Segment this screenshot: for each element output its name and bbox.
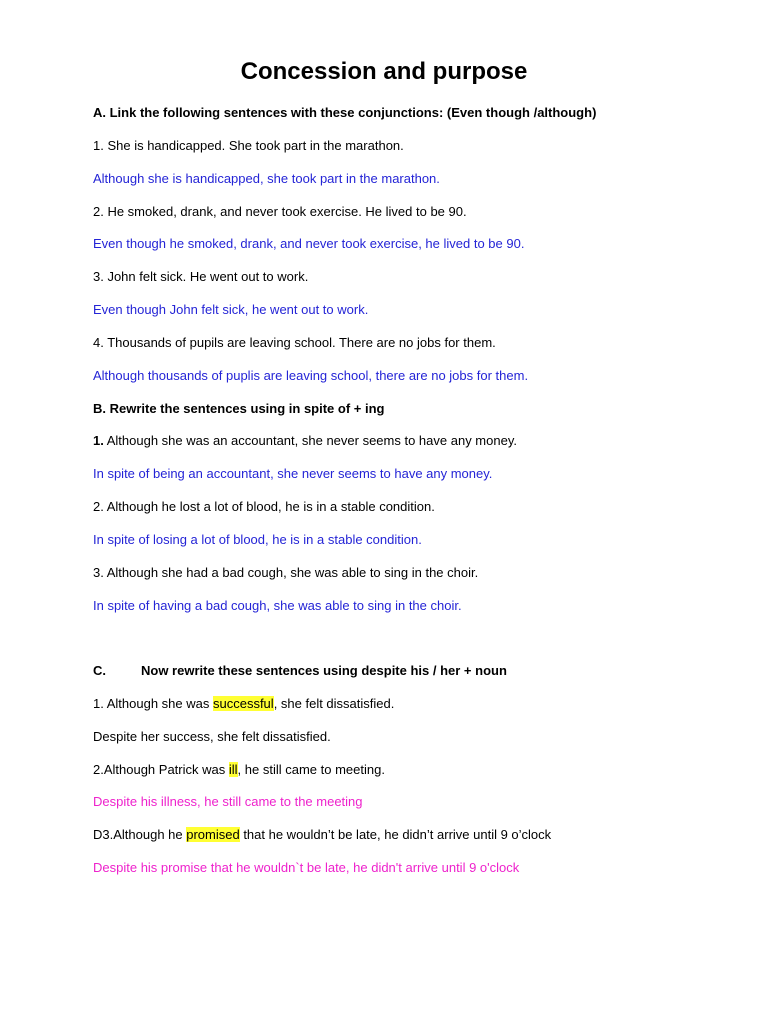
section-b-question-3: 3. Although she had a bad cough, she was able to sing in the choir. xyxy=(93,565,479,580)
question-text-after: , she felt dissatisfied. xyxy=(273,696,395,711)
question-text-before: 2.Although Patrick was xyxy=(93,762,229,777)
question-text-before: D3.Although he xyxy=(93,827,187,842)
section-a-answer-2: Even though he smoked, drank, and never took exercise, he lived to be 90. xyxy=(93,236,525,251)
question-text: Although she was an accountant, she never seems to have any money. xyxy=(103,433,517,448)
question-text-after: , he still came to meeting. xyxy=(237,762,385,777)
section-c-question-3 xyxy=(93,826,551,844)
highlighted-word: successful xyxy=(212,696,274,711)
section-a-answer-3: Even though John felt sick, he went out to work. xyxy=(93,302,369,317)
section-a-question-1: 1. She is handicapped. She took part in the marathon. xyxy=(93,138,404,153)
section-a-question-4: 4. Thousands of pupils are leaving school. There are no jobs for them. xyxy=(93,335,496,350)
section-c-answer-3: Despite his promise that he wouldn`t be late, he didn't arrive until 9 o'clock xyxy=(93,860,520,875)
section-c-label: C. xyxy=(93,663,106,678)
question-text-before: 1. Although she was xyxy=(93,696,213,711)
question-number: 1. xyxy=(93,433,104,448)
section-b-answer-2: In spite of losing a lot of blood, he is in a stable condition. xyxy=(93,532,422,547)
highlighted-word: ill xyxy=(228,762,238,777)
document-title: Concession and purpose xyxy=(240,58,528,85)
section-c-heading xyxy=(93,662,507,680)
section-b-heading: B. Rewrite the sentences using in spite of + ing xyxy=(93,401,385,416)
section-b-question-1 xyxy=(93,432,517,450)
section-c-heading-text: Now rewrite these sentences using despite his / her + noun xyxy=(141,663,507,678)
section-c-question-2 xyxy=(93,761,385,779)
section-a-question-3: 3. John felt sick. He went out to work. xyxy=(93,269,309,284)
section-c-question-1 xyxy=(93,695,394,713)
section-b-answer-1: In spite of being an accountant, she never seems to have any money. xyxy=(93,466,493,481)
section-a-heading: A. Link the following sentences with these conjunctions: (Even though /although) xyxy=(93,105,597,120)
section-a-answer-4: Although thousands of puplis are leaving school, there are no jobs for them. xyxy=(93,368,529,383)
section-c-answer-1: Despite her success, she felt dissatisfied. xyxy=(93,729,331,744)
section-b-question-2: 2. Although he lost a lot of blood, he is in a stable condition. xyxy=(93,499,435,514)
section-a-answer-1: Although she is handicapped, she took part in the marathon. xyxy=(93,171,440,186)
section-a-question-2: 2. He smoked, drank, and never took exercise. He lived to be 90. xyxy=(93,204,467,219)
section-c-answer-2: Despite his illness, he still came to the meeting xyxy=(93,794,363,809)
highlighted-word: promised xyxy=(186,827,240,842)
section-b-answer-3: In spite of having a bad cough, she was able to sing in the choir. xyxy=(93,598,462,613)
question-text-after: that he wouldn’t be late, he didn’t arrive until 9 o’clock xyxy=(239,827,552,842)
